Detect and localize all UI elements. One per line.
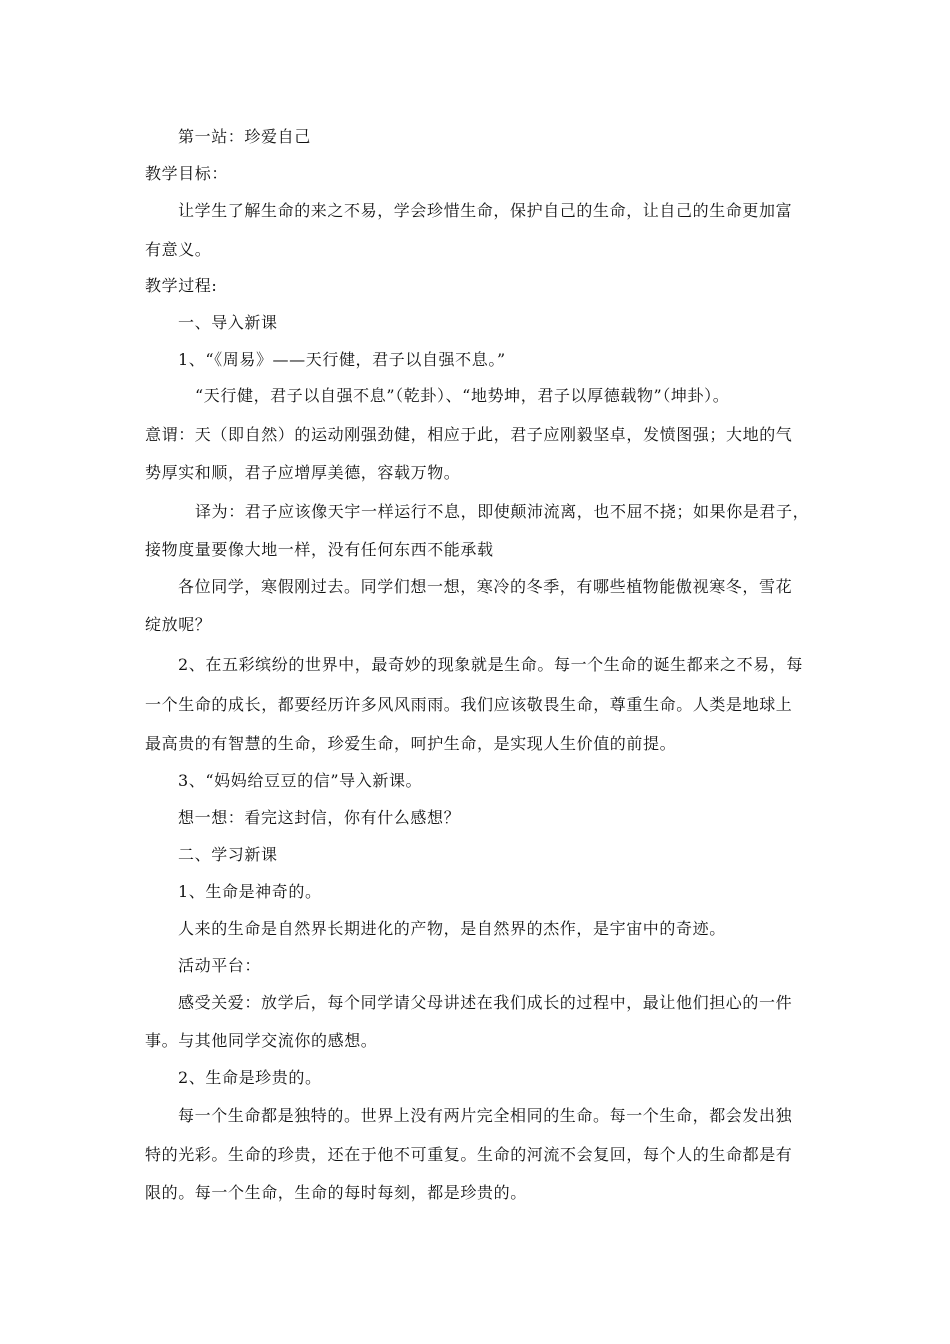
list-item-life-precious: 2、生命是珍贵的。 [178,1068,322,1087]
activity-heading: 活动平台： [178,956,262,975]
list-item-life: 2、在五彩缤纷的世界中，最奇妙的现象就是生命。每一个生命的诞生都来之不易，每 [178,655,803,674]
heading-teaching-process: 教学过程: [145,276,218,295]
section-heading-new-lesson: 二、学习新课 [178,845,278,864]
paragraph-line: 特的光彩。生命的珍贵，还在于他不可重复。生命的河流不会复回，每个人的生命都是有 [145,1145,793,1164]
paragraph-line: 各位同学，寒假刚过去。同学们想一想，寒冷的冬季，有哪些植物能傲视寒冬，雪花 [178,577,793,596]
paragraph-line: 每一个生命都是独特的。世界上没有两片完全相同的生命。每一个生命，都会发出独 [178,1106,793,1125]
paragraph-line: 有意义。 [145,240,212,259]
station-title: 第一站：珍爱自己 [178,127,311,146]
list-item-life-magical: 1、生命是神奇的。 [178,882,322,901]
paragraph-line: 最高贵的有智慧的生命，珍爱生命，呵护生命，是实现人生价值的前提。 [145,734,677,753]
paragraph-line: 译为：君子应该像天宇一样运行不息，即使颠沛流离，也不屈不挠；如果你是君子， [195,502,810,521]
paragraph-line: 势厚实和顺，君子应增厚美德，容载万物。 [145,463,461,482]
paragraph-line: 限的。每一个生命，生命的每时每刻，都是珍贵的。 [145,1183,527,1202]
paragraph-line: 想一想：看完这封信，你有什么感想？ [178,808,461,827]
paragraph-line: 人来的生命是自然界长期进化的产物，是自然界的杰作，是宇宙中的奇迹。 [178,919,726,938]
paragraph-line: 感受关爱：放学后，每个同学请父母讲述在我们成长的过程中，最让他们担心的一件 [178,993,793,1012]
paragraph-line: 事。与其他同学交流你的感想。 [145,1031,378,1050]
paragraph-line: 绽放呢？ [145,615,212,634]
list-item-zhouyi: 1、“《周易》——天行健，君子以自强不息。” [178,350,506,369]
paragraph-line: 意谓：天（即自然）的运动刚强劲健，相应于此，君子应刚毅坚卓，发愤图强；大地的气 [145,425,793,444]
list-item-letter: 3、“妈妈给豆豆的信”导入新课。 [178,771,423,790]
paragraph-line: 一个生命的成长，都要经历许多风风雨雨。我们应该敬畏生命，尊重生命。人类是地球上 [145,695,793,714]
section-heading-intro: 一、导入新课 [178,313,278,332]
paragraph-line: “天行健，君子以自强不息”（乾卦）、“地势坤，君子以厚德载物”（坤卦）。 [195,386,730,405]
paragraph-line: 让学生了解生命的来之不易，学会珍惜生命，保护自己的生命，让自己的生命更加富 [178,201,793,220]
paragraph-line: 接物度量要像大地一样，没有任何东西不能承载 [145,540,494,559]
heading-teaching-goals: 教学目标： [145,164,229,183]
